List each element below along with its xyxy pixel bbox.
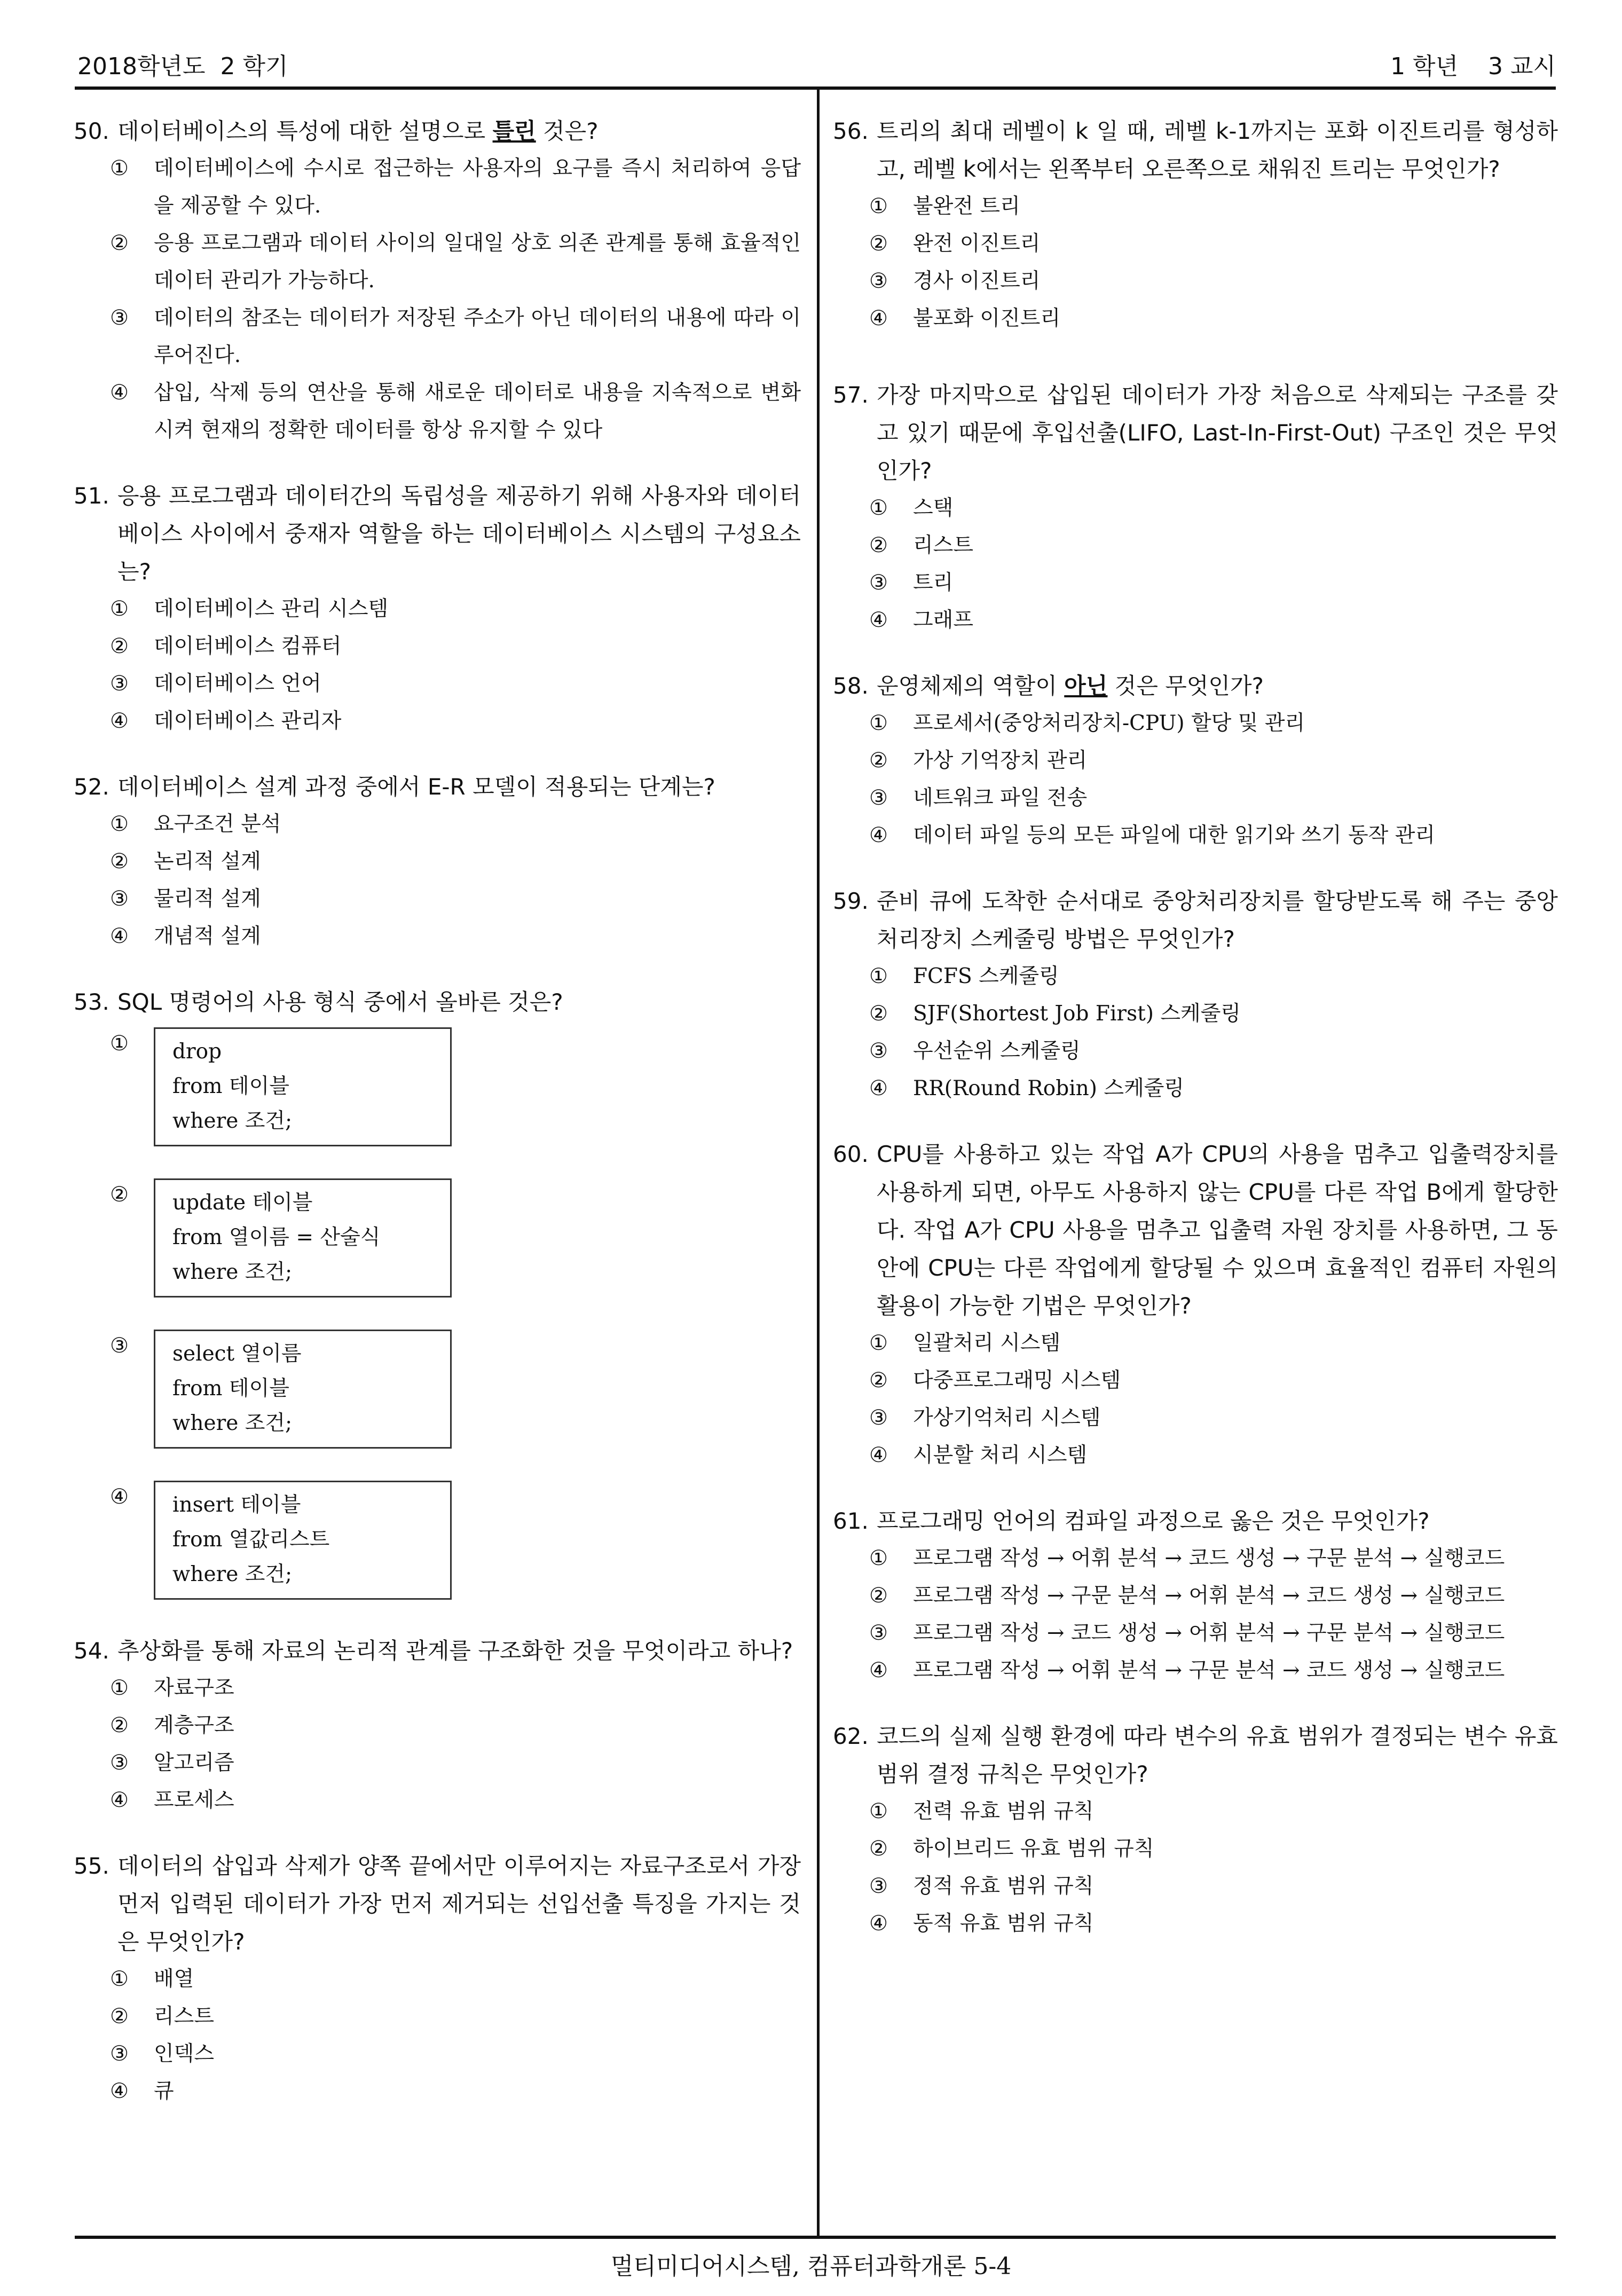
option-code-box[interactable] xyxy=(74,1178,801,1298)
option-text: 계층구조 xyxy=(154,1713,234,1737)
option[interactable] xyxy=(74,1707,801,1744)
sql-code-box xyxy=(154,1481,452,1600)
option-code-box[interactable] xyxy=(74,1027,801,1146)
option-number: ③ xyxy=(869,1874,888,1898)
sql-line: where 조건; xyxy=(172,1411,293,1435)
option[interactable] xyxy=(833,780,1558,817)
option-text: 가상 기억장치 관리 xyxy=(913,749,1088,773)
question-62 xyxy=(833,1717,1558,1943)
option-number: ② xyxy=(869,1002,888,1026)
column-divider xyxy=(817,90,820,2236)
option-number: ③ xyxy=(110,1334,129,1358)
option[interactable] xyxy=(833,527,1558,564)
option[interactable] xyxy=(833,1868,1558,1905)
option[interactable] xyxy=(833,490,1558,527)
option-text: 데이터베이스 관리 시스템 xyxy=(154,597,389,621)
option-text: 프로그램 작성 → 구문 분석 → 어휘 분석 → 코드 생성 → 실행코드 xyxy=(913,1584,1505,1608)
question-stem: 트리의 최대 레벨이 k 일 때, 레벨 k-1까지는 포화 이진트리를 형성하고, 레벨 k에서는 왼쪽부터 오른쪽으로 채워진 트리는 무엇인가? xyxy=(877,118,1558,182)
option[interactable] xyxy=(74,665,801,703)
option-number: ① xyxy=(869,711,888,735)
option[interactable] xyxy=(833,225,1558,263)
question-57 xyxy=(833,376,1558,639)
option[interactable] xyxy=(74,1782,801,1819)
option-text: 경사 이진트리 xyxy=(913,269,1041,293)
option[interactable] xyxy=(74,843,801,880)
question-59 xyxy=(833,882,1558,1107)
option[interactable] xyxy=(74,1670,801,1707)
option[interactable] xyxy=(74,1744,801,1782)
option[interactable] xyxy=(833,1033,1558,1070)
option-text: 프로그램 작성 → 코드 생성 → 어휘 분석 → 구문 분석 → 실행코드 xyxy=(913,1621,1505,1645)
option-number: ① xyxy=(869,964,888,988)
question-number: 61. xyxy=(833,1508,869,1534)
footer-rule xyxy=(75,2236,1556,2239)
option-text: 네트워크 파일 전송 xyxy=(913,786,1088,810)
option-text: 동적 유효 범위 규칙 xyxy=(913,1912,1094,1936)
option-number: ① xyxy=(110,1967,129,1991)
option-number: ② xyxy=(110,1183,129,1207)
option[interactable] xyxy=(833,1540,1558,1577)
option-number: ③ xyxy=(869,1039,888,1063)
option-number: ④ xyxy=(110,1485,129,1509)
option-text: 가상기억처리 시스템 xyxy=(913,1406,1101,1430)
question-50 xyxy=(74,112,801,449)
option-text: 프로그램 작성 → 어휘 분석 → 구문 분석 → 코드 생성 → 실행코드 xyxy=(913,1658,1505,1682)
option[interactable] xyxy=(74,374,801,449)
option[interactable] xyxy=(833,602,1558,639)
option[interactable] xyxy=(74,2073,801,2110)
question-stem: 운영체제의 역할이 xyxy=(877,673,1065,699)
question-number: 56. xyxy=(833,118,869,144)
option[interactable] xyxy=(833,1830,1558,1868)
header-rule xyxy=(75,87,1556,90)
question-number: 60. xyxy=(833,1141,869,1167)
option-text: 트리 xyxy=(913,571,954,595)
option-number: ② xyxy=(869,1369,888,1393)
option-number: ④ xyxy=(110,2079,129,2103)
option-number: ④ xyxy=(869,1658,888,1682)
option-number: ④ xyxy=(869,1912,888,1936)
question-stem: 준비 큐에 도착한 순서대로 중앙처리장치를 할당받도록 해 주는 중앙처리장치 스케줄링 방법은 무엇인가? xyxy=(877,888,1558,952)
option-number: ④ xyxy=(869,306,888,331)
option-number: ① xyxy=(869,1546,888,1570)
option[interactable] xyxy=(833,1615,1558,1652)
option-number: ④ xyxy=(110,709,129,733)
question-stem-end: 것은 무엇인가? xyxy=(1107,673,1264,699)
option-number: ④ xyxy=(869,1076,888,1100)
question-number: 58. xyxy=(833,673,869,699)
option-number: ③ xyxy=(110,2042,129,2066)
option-text: 삽입, 삭제 등의 연산을 통해 새로운 데이터로 내용을 지속적으로 변화시켜 현재의 정확한 데이터를 항상 유지할 수 있다 xyxy=(154,381,801,442)
option-text: 데이터의 참조는 데이터가 저장된 주소가 아닌 데이터의 내용에 따라 이루어진다. xyxy=(154,306,801,367)
option-text: 데이터베이스 관리자 xyxy=(154,709,342,733)
option-number: ③ xyxy=(869,571,888,595)
option-text: 배열 xyxy=(154,1967,194,1991)
option-text: SJF(Shortest Job First) 스케줄링 xyxy=(913,1002,1241,1026)
question-number: 53. xyxy=(74,989,109,1015)
header-grade-period: 1 학년 3 교시 xyxy=(1390,53,1556,80)
option-number: ③ xyxy=(110,672,129,696)
option-number: ④ xyxy=(110,1788,129,1812)
option-code-box[interactable] xyxy=(74,1481,801,1600)
option-number: ① xyxy=(110,1676,129,1700)
option[interactable] xyxy=(833,1652,1558,1689)
option-text: 개념적 설계 xyxy=(154,924,261,948)
option-number: ② xyxy=(869,1837,888,1861)
sql-line: where 조건; xyxy=(172,1109,293,1133)
option-text: 논리적 설계 xyxy=(154,850,261,874)
sql-line: from 테이블 xyxy=(172,1377,289,1401)
sql-code-box xyxy=(154,1178,452,1298)
option-text: 알고리즘 xyxy=(154,1751,234,1775)
option[interactable] xyxy=(833,1362,1558,1399)
option-text: FCFS 스케줄링 xyxy=(913,964,1059,988)
option-number: ① xyxy=(110,156,129,180)
option-number: ① xyxy=(110,812,129,836)
sql-code-box xyxy=(154,1330,452,1449)
question-56 xyxy=(833,112,1558,337)
option-number: ③ xyxy=(110,1751,129,1775)
option[interactable] xyxy=(833,188,1558,225)
sql-line: from 열이름 = 산술식 xyxy=(172,1225,381,1249)
option[interactable] xyxy=(833,1793,1558,1830)
question-stem: 코드의 실제 실행 환경에 따라 변수의 유효 범위가 결정되는 변수 유효범위 결정 규칙은 무엇인가? xyxy=(877,1723,1558,1787)
sql-line: from 열값리스트 xyxy=(172,1528,330,1552)
question-60 xyxy=(833,1135,1558,1474)
question-stem: 추상화를 통해 자료의 논리적 관계를 구조화한 것을 무엇이라고 하나? xyxy=(117,1638,793,1664)
option[interactable] xyxy=(74,1961,801,1998)
option[interactable] xyxy=(833,742,1558,780)
option-number: ④ xyxy=(869,823,888,847)
question-number: 62. xyxy=(833,1723,869,1749)
option-text: 다중프로그래밍 시스템 xyxy=(913,1369,1121,1393)
sql-line: select 열이름 xyxy=(172,1342,302,1366)
option-number: ③ xyxy=(869,269,888,293)
option-text: 데이터베이스 컴퓨터 xyxy=(154,634,342,658)
question-number: 51. xyxy=(74,483,109,509)
option-text: 요구조건 분석 xyxy=(154,812,281,836)
question-number: 52. xyxy=(74,774,109,800)
emphasis-word: 틀린 xyxy=(492,118,536,144)
option[interactable] xyxy=(74,2035,801,2073)
option[interactable] xyxy=(74,918,801,955)
option[interactable] xyxy=(833,817,1558,854)
option-number: ③ xyxy=(869,1406,888,1430)
option[interactable] xyxy=(833,1399,1558,1437)
option-code-box[interactable] xyxy=(74,1330,801,1449)
question-stem: 데이터베이스 설계 과정 중에서 E-R 모델이 적용되는 단계는? xyxy=(117,774,715,800)
option-number: ③ xyxy=(869,1621,888,1645)
option[interactable] xyxy=(833,1325,1558,1362)
option-text: 불완전 트리 xyxy=(913,194,1020,218)
option-number: ② xyxy=(869,749,888,773)
option-number: ② xyxy=(869,1584,888,1608)
option-text: 프로세스 xyxy=(154,1788,234,1812)
option-text: 정적 유효 범위 규칙 xyxy=(913,1874,1094,1898)
option-text: 큐 xyxy=(154,2079,174,2103)
footer-text: 멀티미디어시스템, 컴퓨터과학개론 5-4 xyxy=(610,2253,1012,2280)
right-column xyxy=(833,112,1558,1943)
option[interactable] xyxy=(833,263,1558,300)
option-text: 우선순위 스케줄링 xyxy=(913,1039,1081,1063)
option-text: 프로그램 작성 → 어휘 분석 → 코드 생성 → 구문 분석 → 실행코드 xyxy=(913,1546,1505,1570)
option-number: ② xyxy=(110,850,129,874)
option-text: 일괄처리 시스템 xyxy=(913,1331,1061,1355)
option-text: 하이브리드 유효 범위 규칙 xyxy=(913,1837,1154,1861)
option[interactable] xyxy=(833,1905,1558,1943)
option-number: ① xyxy=(110,597,129,621)
sql-line: from 테이블 xyxy=(172,1074,289,1098)
option-text: 리스트 xyxy=(913,533,974,557)
option[interactable] xyxy=(833,995,1558,1033)
question-stem: SQL 명령어의 사용 형식 중에서 올바른 것은? xyxy=(117,989,563,1015)
option[interactable] xyxy=(74,880,801,918)
question-number: 54. xyxy=(74,1638,109,1664)
question-58 xyxy=(833,667,1558,854)
sql-line: where 조건; xyxy=(172,1260,293,1284)
emphasis-word: 아닌 xyxy=(1064,673,1108,699)
question-stem-end: 것은? xyxy=(536,118,599,144)
sql-line: insert 테이블 xyxy=(172,1493,301,1517)
option-number: ② xyxy=(110,231,129,255)
option-text: 프로세서(중앙처리장치-CPU) 할당 및 관리 xyxy=(913,711,1305,735)
option-number: ③ xyxy=(110,306,129,330)
option-text: 자료구조 xyxy=(154,1676,234,1700)
option-number: ② xyxy=(869,232,888,256)
option[interactable] xyxy=(74,300,801,374)
option[interactable] xyxy=(74,591,801,628)
option-number: ④ xyxy=(869,1443,888,1467)
option[interactable] xyxy=(74,703,801,740)
option-number: ① xyxy=(869,496,888,520)
option[interactable] xyxy=(74,225,801,300)
question-stem: 가장 마지막으로 삽입된 데이터가 가장 처음으로 삭제되는 구조를 갖고 있기 때문에 후입선출(LIFO, Last-In-First-Out) 구조인 것은 무엇인가? xyxy=(877,382,1558,484)
option-number: ① xyxy=(869,1331,888,1355)
question-52 xyxy=(74,768,801,955)
question-55 xyxy=(74,1847,801,2110)
option-text: 전력 유효 범위 규칙 xyxy=(913,1799,1094,1823)
option-number: ② xyxy=(110,2004,129,2028)
option-text: 응용 프로그램과 데이터 사이의 일대일 상호 의존 관계를 통해 효율적인 데이터 관리가 가능하다. xyxy=(154,231,801,293)
header-term: 2018학년도 2 학기 xyxy=(77,53,288,80)
option[interactable] xyxy=(833,1437,1558,1474)
question-51 xyxy=(74,477,801,740)
option[interactable] xyxy=(74,150,801,225)
question-stem: CPU를 사용하고 있는 작업 A가 CPU의 사용을 멈추고 입출력장치를 사용하게 되면, 아무도 사용하지 않는 CPU를 다른 작업 B에게 할당한다. 작업 A가 CPU 사용을 멈추고 입출력 자원 장치를 사용하면, 그 동안에 CPU는 다른 작업에게 할당될 수 있으며 효율적인 컴퓨터 자원의 활용이 가능한 기법은 무엇인가? xyxy=(877,1141,1558,1319)
option-text: 그래프 xyxy=(913,608,974,632)
option-number: ④ xyxy=(110,381,129,405)
option-number: ① xyxy=(869,194,888,218)
option-text: 시분할 처리 시스템 xyxy=(913,1443,1088,1467)
option-text: 데이터 파일 등의 모든 파일에 대한 읽기와 쓰기 동작 관리 xyxy=(913,823,1436,847)
question-stem: 데이터의 삽입과 삭제가 양쪽 끝에서만 이루어지는 자료구조로서 가장 먼저 입력된 데이터가 가장 먼저 제거되는 선입선출 특징을 가지는 것은 무엇인가? xyxy=(117,1853,801,1955)
question-stem: 응용 프로그램과 데이터간의 독립성을 제공하기 위해 사용자와 데이터베이스 사이에서 중재자 역할을 하는 데이터베이스 시스템의 구성요소는? xyxy=(117,483,801,585)
option-number: ① xyxy=(110,1032,129,1056)
question-number: 50. xyxy=(74,118,109,144)
question-54 xyxy=(74,1632,801,1819)
option-number: ③ xyxy=(110,887,129,911)
option-number: ② xyxy=(110,634,129,658)
option-number: ① xyxy=(869,1799,888,1823)
option-number: ④ xyxy=(110,924,129,948)
question-61 xyxy=(833,1502,1558,1689)
sql-line: update 테이블 xyxy=(172,1191,313,1215)
sql-line: where 조건; xyxy=(172,1562,293,1586)
option-text: 리스트 xyxy=(154,2004,215,2028)
option[interactable] xyxy=(833,1070,1558,1107)
option-number: ③ xyxy=(869,786,888,810)
option-text: RR(Round Robin) 스케줄링 xyxy=(913,1076,1185,1100)
option[interactable] xyxy=(833,958,1558,995)
question-stem: 데이터베이스의 특성에 대한 설명으로 xyxy=(117,118,493,144)
option[interactable] xyxy=(74,628,801,665)
option[interactable] xyxy=(74,806,801,843)
option[interactable] xyxy=(833,300,1558,337)
option-number: ④ xyxy=(869,608,888,632)
option-text: 데이터베이스 언어 xyxy=(154,672,321,696)
option-number: ② xyxy=(110,1713,129,1737)
question-53 xyxy=(74,983,801,1600)
sql-line: drop xyxy=(172,1040,222,1064)
option-number: ② xyxy=(869,533,888,557)
option-text: 불포화 이진트리 xyxy=(913,306,1061,331)
question-stem: 프로그래밍 언어의 컴파일 과정으로 옳은 것은 무엇인가? xyxy=(877,1508,1430,1534)
left-column xyxy=(74,112,801,2110)
option-text: 인덱스 xyxy=(154,2042,215,2066)
question-number: 55. xyxy=(74,1853,109,1879)
option-text: 데이터베이스에 수시로 접근하는 사용자의 요구를 즉시 처리하여 응답을 제공할 수 있다. xyxy=(154,156,801,218)
option[interactable] xyxy=(833,564,1558,602)
option[interactable] xyxy=(833,705,1558,742)
option-text: 완전 이진트리 xyxy=(913,232,1041,256)
option[interactable] xyxy=(833,1577,1558,1615)
question-number: 59. xyxy=(833,888,869,914)
sql-code-box xyxy=(154,1027,452,1146)
option[interactable] xyxy=(74,1998,801,2035)
option-text: 스택 xyxy=(913,496,954,520)
question-number: 57. xyxy=(833,382,869,408)
option-text: 물리적 설계 xyxy=(154,887,261,911)
